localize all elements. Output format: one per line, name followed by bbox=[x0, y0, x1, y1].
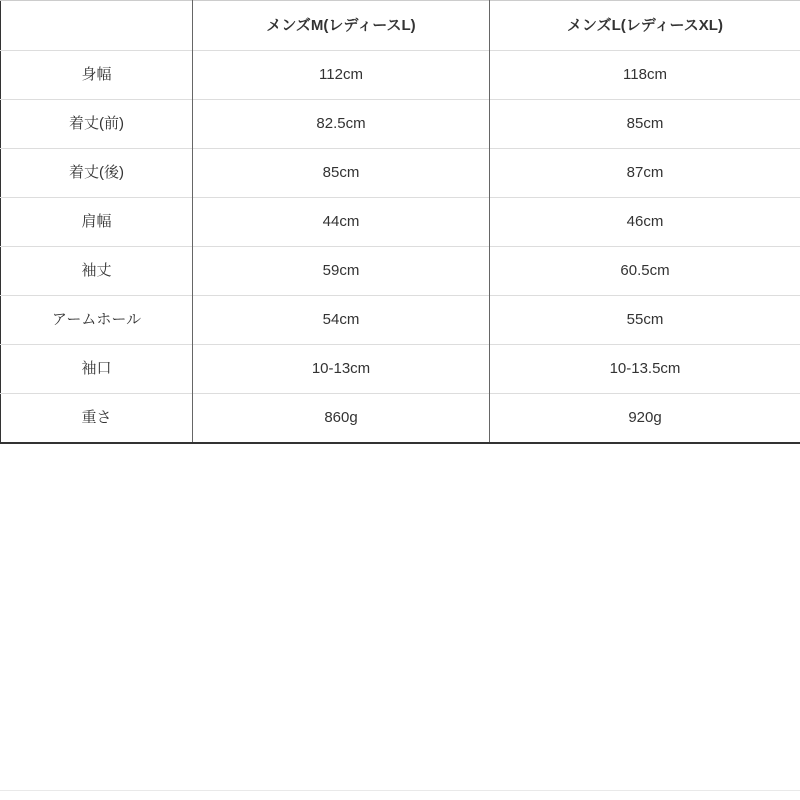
cell-value-m: 10-13cm bbox=[193, 345, 490, 394]
cell-value-l: 85cm bbox=[490, 100, 800, 149]
row-label: 袖丈 bbox=[1, 247, 193, 296]
cell-value-m: 54cm bbox=[193, 296, 490, 345]
cell-value-l: 87cm bbox=[490, 149, 800, 198]
header-cell-mens-l: メンズL(レディースXL) bbox=[490, 1, 800, 51]
table-row bbox=[1, 394, 800, 444]
table-row bbox=[1, 100, 800, 149]
row-label: 身幅 bbox=[1, 51, 193, 100]
header-row bbox=[1, 1, 800, 51]
table-row bbox=[1, 247, 800, 296]
cell-value-m: 82.5cm bbox=[193, 100, 490, 149]
row-label: 重さ bbox=[1, 394, 193, 444]
row-label: 着丈(前) bbox=[1, 100, 193, 149]
row-label: 袖口 bbox=[1, 345, 193, 394]
cell-value-m: 85cm bbox=[193, 149, 490, 198]
cell-value-m: 44cm bbox=[193, 198, 490, 247]
cell-value-l: 118cm bbox=[490, 51, 800, 100]
cell-value-m: 112cm bbox=[193, 51, 490, 100]
cell-value-l: 920g bbox=[490, 394, 800, 444]
table-row bbox=[1, 345, 800, 394]
cell-value-l: 55cm bbox=[490, 296, 800, 345]
cell-value-m: 860g bbox=[193, 394, 490, 444]
cell-value-l: 60.5cm bbox=[490, 247, 800, 296]
row-label: 着丈(後) bbox=[1, 149, 193, 198]
row-label: 肩幅 bbox=[1, 198, 193, 247]
cell-value-l: 10-13.5cm bbox=[490, 345, 800, 394]
cell-value-m: 59cm bbox=[193, 247, 490, 296]
table-row bbox=[1, 198, 800, 247]
row-label: アームホール bbox=[1, 296, 193, 345]
table-row bbox=[1, 51, 800, 100]
bottom-divider bbox=[0, 790, 800, 791]
table-row bbox=[1, 149, 800, 198]
header-cell-empty bbox=[1, 1, 193, 51]
header-cell-mens-m: メンズM(レディースL) bbox=[193, 1, 490, 51]
table-row bbox=[1, 296, 800, 345]
cell-value-l: 46cm bbox=[490, 198, 800, 247]
